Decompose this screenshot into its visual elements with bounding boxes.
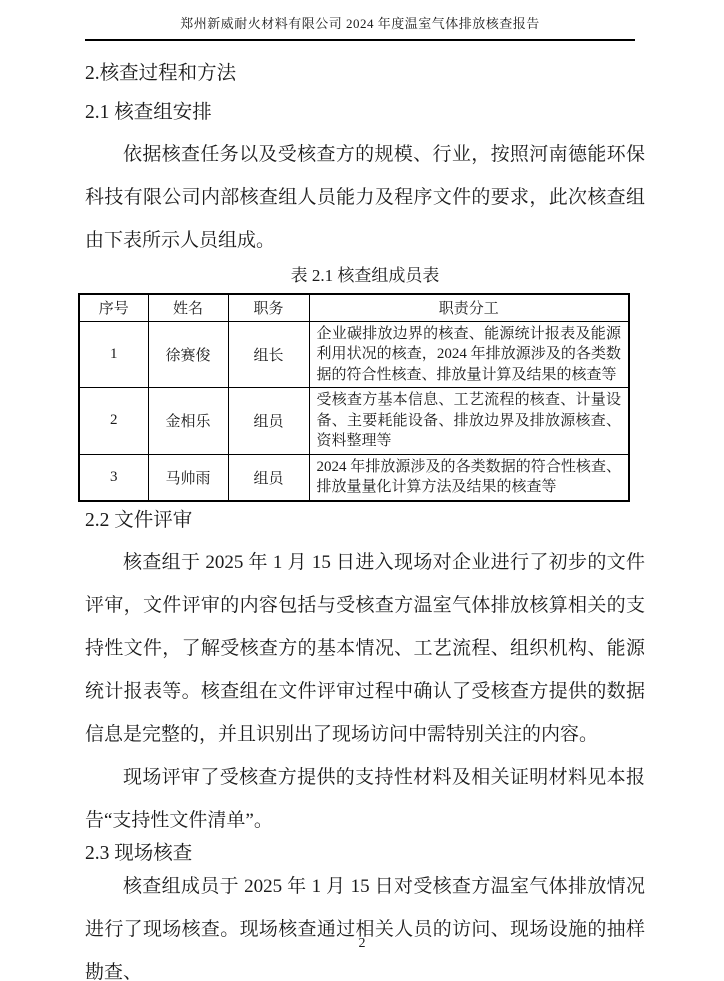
col-header-role: 职务 [228,294,309,321]
cell-duty: 2024 年排放源涉及的各类数据的符合性核查、排放量量化计算方法及结果的核查等 [309,454,629,501]
paragraph-team-arrangement: 依据核查任务以及受核查方的规模、行业，按照河南德能环保科技有限公司内部核查组人员能力及程序文件的要求，此次核查组由下表所示人员组成。 [85,144,645,251]
cell-index: 3 [79,454,148,501]
table-row [79,454,629,501]
cell-duty: 企业碳排放边界的核查、能源统计报表及能源利用状况的核查，2024 年排放源涉及的各类数据的符合性核查、排放量计算及结果的核查等 [309,321,629,388]
col-header-index: 序号 [79,294,148,321]
cell-role: 组员 [228,388,309,455]
cell-name: 徐赛俊 [148,321,228,388]
page-header: 郑州新威耐火材料有限公司 2024 年度温室气体排放核查报告 [85,0,635,41]
verification-team-table [78,293,630,502]
col-header-name: 姓名 [148,294,228,321]
paragraph-site-verification: 核查组成员于 2025 年 1 月 15 日对受核查方温室气体排放情况进行了现场核查。现场核查通过相关人员的访问、现场设施的抽样勘查、 [85,875,645,981]
table-row [79,321,629,388]
cell-name: 金相乐 [148,388,228,455]
cell-duty: 受核查方基本信息、工艺流程的核查、计量设备、主要耗能设备、排放边界及排放源核查、资料整理等 [309,388,629,455]
cell-role: 组长 [228,321,309,388]
table-caption: 表 2.1 核查组成员表 [290,266,440,285]
cell-index: 2 [79,388,148,455]
section-heading-2-1: 2.1 核查组安排 [85,102,212,123]
section-heading-2-3: 2.3 现场核查 [85,842,193,864]
section-heading-2-2: 2.2 文件评审 [85,509,193,531]
section-heading-2: 2.核查过程和方法 [85,63,237,84]
table-header-row [79,294,629,321]
cell-name: 马帅雨 [148,454,228,501]
paragraph-document-review-1: 核查组于 2025 年 1 月 15 日进入现场对企业进行了初步的文件评审，文件评审的内容包括与受核查方温室气体排放核算相关的支持性文件，了解受核查方的基本情况、工艺流程、组织机构、能源统计报表等。核查组在文件评审过程中确认了受核查方提供的数据信息是完整的，并且识别出了现场访问中需特别关注的内容。 [85,551,645,745]
paragraph-document-review-2: 现场评审了受核查方提供的支持性材料及相关证明材料见本报告“支持性文件清单”。 [85,766,645,831]
cell-role: 组员 [228,454,309,501]
page-content [85,0,645,981]
cell-index: 1 [79,321,148,388]
col-header-duty: 职责分工 [309,294,629,321]
page-number: 2 [358,936,366,951]
table-row [79,388,629,455]
